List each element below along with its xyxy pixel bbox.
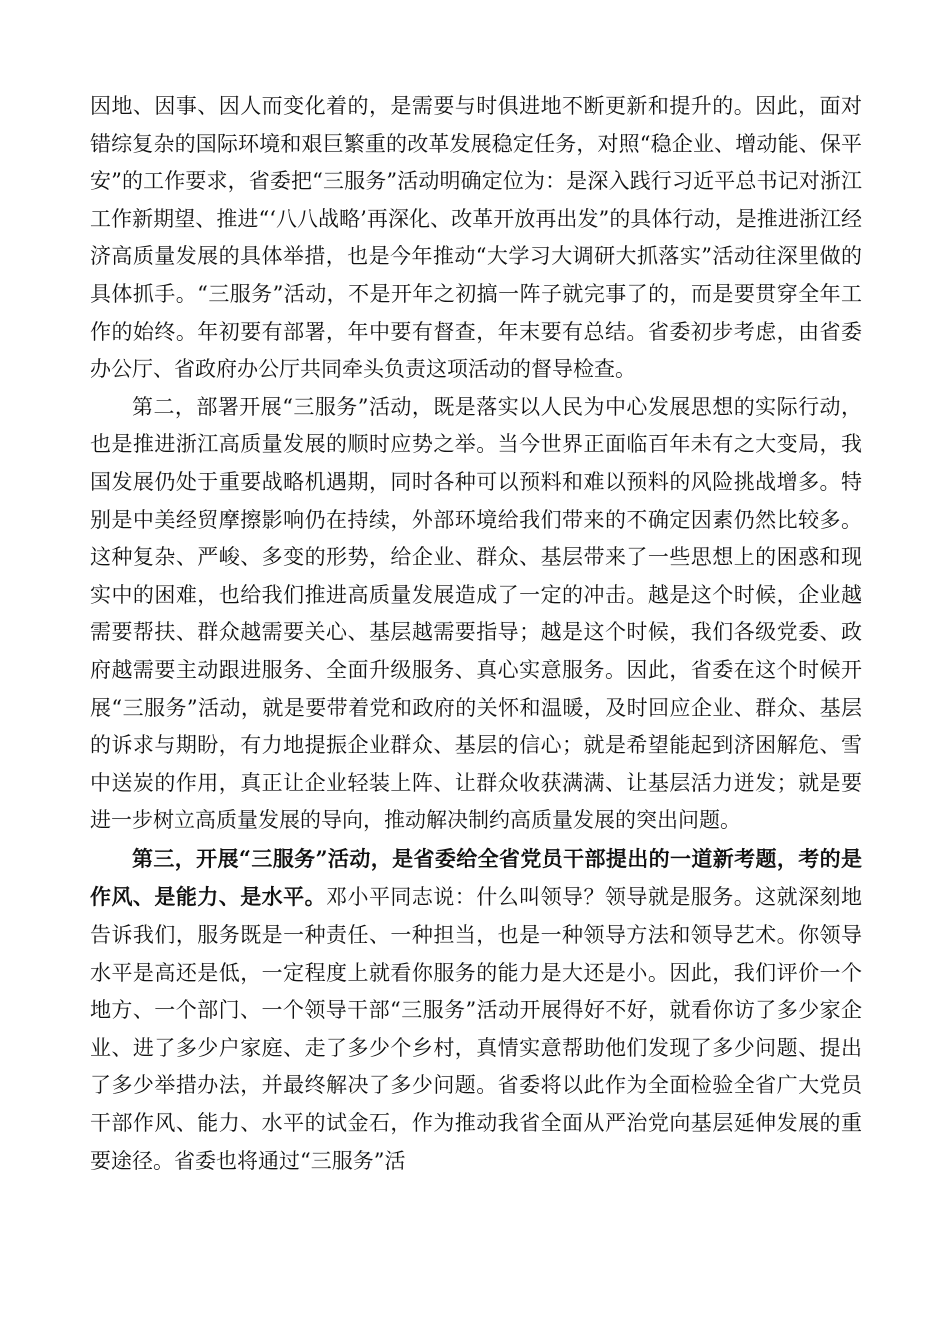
paragraph-text: 因地、因事、因人而变化着的，是需要与时俱进地不断更新和提升的。因此，面对错综复杂的国际环境和艰巨繁重的改革发展稳定任务，对照“稳企业、增动能、保平安”的工作要求，省委把“三服务”活动明确定位为：是深入践行习近平总书记对浙江工作新期望、推进“‘八八战略’再深化、改革开放再出发”的具体行动，是推进浙江经济高质量发展的具体举措，也是今年推动“大学习大调研大抓落实”活动往深里做的具体抓手。“三服务”活动，不是开年之初搞一阵子就完事了的，而是要贯穿全年工作的始终。年初要有部署，年中要有督查，年末要有总结。省委初步考虑，由省委办公厅、省政府办公厅共同牵头负责这项活动的督导检查。 (90, 94, 862, 382)
paragraph-text: 邓小平同志说：什么叫领导？领导就是服务。这就深刻地告诉我们，服务既是一种责任、一种担当，也是一种领导方法和领导艺术。你领导水平是高还是低，一定程度上就看你服务的能力是大还是小。因此，我们评价一个地方、一个部门、一个领导干部“三服务”活动开展得好不好，就看你访了多少家企业、进了多少户家庭、走了多少个乡村，真情实意帮助他们发现了多少问题、提出了多少举措办法，并最终解决了多少问题。省委将以此作为全面检验全省广大党员干部作风、能力、水平的试金石，作为推动我省全面从严治党向基层延伸发展的重要途径。省委也将通过“三服务”活 (90, 885, 863, 1173)
paragraph-continuation (90, 88, 862, 389)
paragraph-bold-lead: 第三，开展“三服务”活动，是省委给全省党员干部提出的一道新考题，考的是作风、是能力、是水平。 (90, 845, 862, 910)
paragraph-third-point (90, 840, 862, 1180)
paragraph-text: 第二，部署开展“三服务”活动，既是落实以人民为中心发展思想的实际行动，也是推进浙江高质量发展的顺时应势之举。当今世界正面临百年未有之大变局，我国发展仍处于重要战略机遇期，同时各种可以预料和难以预料的风险挑战增多。特别是中美经贸摩擦影响仍在持续，外部环境给我们带来的不确定因素仍然比较多。这种复杂、严峻、多变的形势，给企业、群众、基层带来了一些思想上的困惑和现实中的困难，也给我们推进高质量发展造成了一定的冲击。越是这个时候，企业越需要帮扶、群众越需要关心、基层越需要指导；越是这个时候，我们各级党委、政府越需要主动跟进服务、全面升级服务、真心实意服务。因此，省委在这个时候开展“三服务”活动，就是要带着党和政府的关怀和温暖，及时回应企业、群众、基层的诉求与期盼，有力地提振企业群众、基层的信心；就是希望能起到济困解危、雪中送炭的作用，真正让企业轻装上阵、让群众收获满满、让基层活力迸发；就是要进一步树立高质量发展的导向，推动解决制约高质量发展的突出问题。 (90, 394, 862, 833)
paragraph-second-point (90, 389, 862, 840)
document-page (90, 88, 862, 1180)
